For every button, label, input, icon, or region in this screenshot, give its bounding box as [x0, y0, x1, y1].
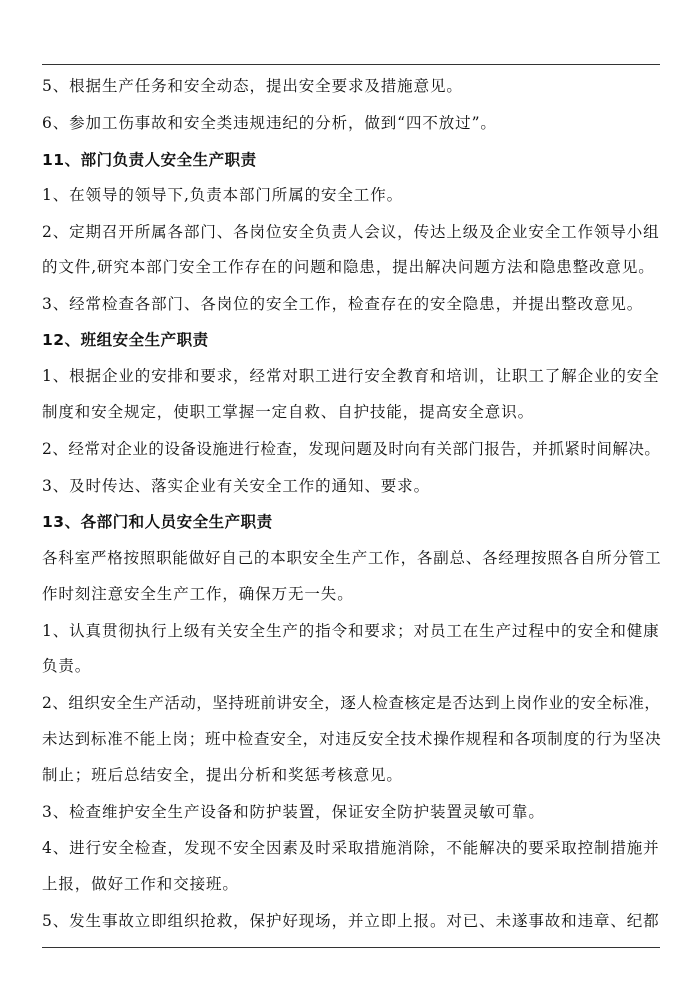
paragraph-line: 6、参加工伤事故和安全类违规违纪的分析，做到“四不放过”。 — [42, 114, 497, 132]
section-heading-12: 12、班组安全生产职责 — [42, 331, 209, 349]
paragraph-line: 1、在领导的领导下,负责本部门所属的安全工作。 — [42, 186, 403, 204]
paragraph-line: 2、组织安全生产活动，坚持班前讲安全，逐人检查核定是否达到上岗作业的安全标准， — [42, 694, 661, 712]
header-rule — [42, 64, 660, 65]
paragraph-line: 3、经常检查各部门、各岗位的安全工作，检查存在的安全隐患，并提出整改意见。 — [42, 295, 644, 313]
paragraph-line: 的文件,研究本部门安全工作存在的问题和隐患，提出解决问题方法和隐患整改意见。 — [42, 258, 655, 276]
section-heading-11: 11、部门负责人安全生产职责 — [42, 151, 257, 169]
paragraph-line: 上报，做好工作和交接班。 — [42, 875, 239, 893]
section-heading-13: 13、各部门和人员安全生产职责 — [42, 513, 273, 531]
paragraph-line: 3、检查维护安全生产设备和防护装置，保证安全防护装置灵敏可靠。 — [42, 803, 545, 821]
paragraph-line: 5、根据生产任务和安全动态，提出安全要求及措施意见。 — [42, 77, 463, 95]
paragraph-line: 作时刻注意安全生产工作，确保万无一失。 — [42, 585, 354, 603]
paragraph-line: 负责。 — [42, 657, 92, 675]
paragraph-line: 1、根据企业的安排和要求，经常对职工进行安全教育和培训，让职工了解企业的安全 — [42, 367, 660, 385]
paragraph-line: 各科室严格按照职能做好自己的本职安全生产工作，各副总、各经理按照各自所分管工 — [42, 549, 662, 567]
paragraph-line: 2、定期召开所属各部门、各岗位安全负责人会议，传达上级及企业安全工作领导小组 — [42, 223, 660, 241]
footer-rule — [42, 947, 660, 948]
paragraph-line: 3、及时传达、落实企业有关安全工作的通知、要求。 — [42, 477, 430, 495]
paragraph-line: 未达到标准不能上岗；班中检查安全，对违反安全技术操作规程和各项制度的行为坚决 — [42, 730, 662, 748]
paragraph-line: 2、经常对企业的设备设施进行检查，发现问题及时向有关部门报告，并抓紧时间解决。 — [42, 440, 661, 458]
paragraph-line: 制度和安全规定，使职工掌握一定自救、自护技能，提高安全意识。 — [42, 403, 535, 421]
paragraph-line: 制止；班后总结安全，提出分析和奖惩考核意见。 — [42, 766, 403, 784]
paragraph-line: 5、发生事故立即组织抢救，保护好现场，并立即上报。对已、未遂事故和违章、纪都 — [42, 912, 660, 930]
paragraph-line: 4、进行安全检查，发现不安全因素及时采取措施消除，不能解决的要采取控制措施并 — [42, 839, 660, 857]
paragraph-line: 1、认真贯彻执行上级有关安全生产的指令和要求；对员工在生产过程中的安全和健康 — [42, 622, 660, 640]
